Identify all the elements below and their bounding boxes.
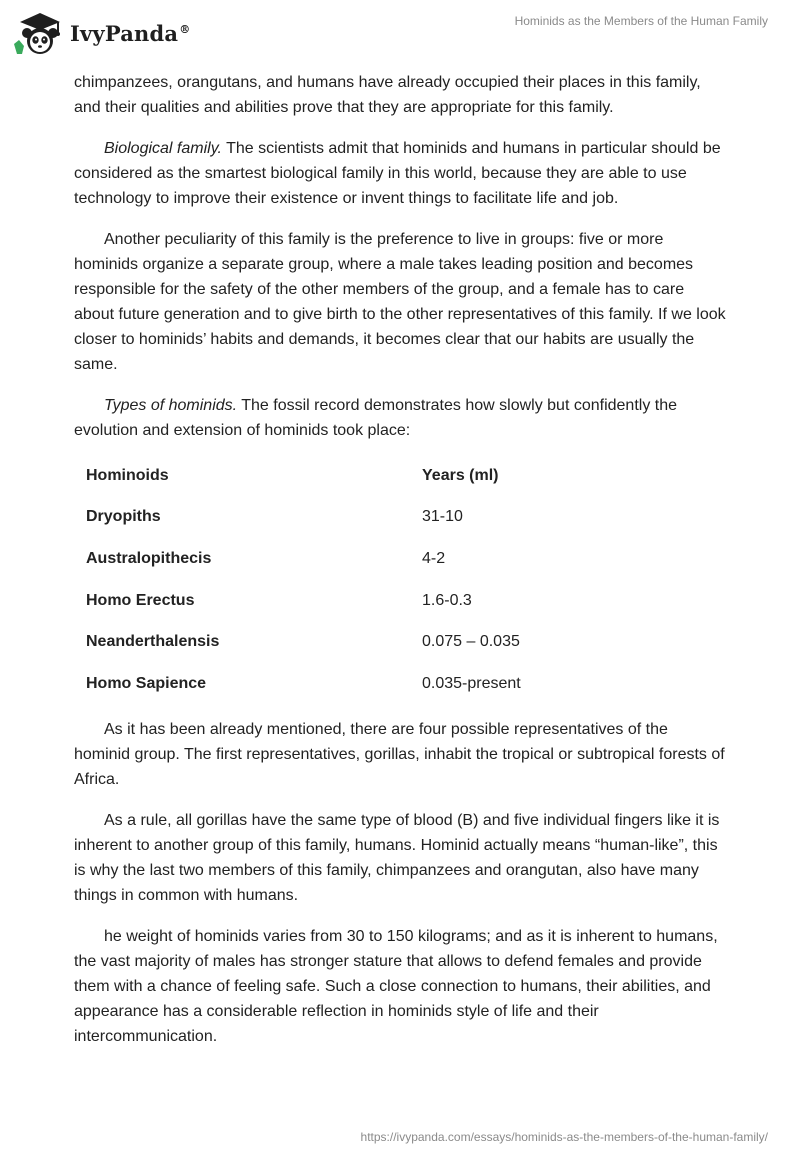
paragraph-2-text: The scientists admit that hominids and humans in particular should be considered as the smartest biological family in this world, because they are able to use technology to improve their existence or invent things to facilitate life and job. xyxy=(74,140,721,207)
hominids-table xyxy=(74,455,728,705)
table-cell-years: 31-10 xyxy=(422,508,463,526)
paragraph-4 xyxy=(74,393,728,443)
table-cell-hominoid: Homo Erectus xyxy=(86,591,195,609)
paragraph-6: As a rule, all gorillas have the same type of blood (B) and five individual fingers like it is inherent to another group of this family, humans. Hominid actually means “human-like”, this is why the last two members of this family, chimpanzees and orangutan, also have many things in common with humans. xyxy=(74,811,720,904)
page-header xyxy=(0,0,800,64)
panda-graduate-icon xyxy=(14,10,64,56)
table-row xyxy=(74,497,728,539)
paragraph-3: Another peculiarity of this family is the preference to live in groups: five or more hominids organize a separate group, where a male takes leading position and becomes responsible for the safety of the other members of the group, and a female has to care about future generation and to give birth to the other representatives of this family. If we look closer to hominids’ habits and demands, it becomes clear that our habits are usually the same. xyxy=(74,231,726,373)
table-cell-years: 0.035-present xyxy=(422,674,521,692)
paragraph-2-lead: Biological family. xyxy=(104,140,222,157)
document-title: Hominids as the Members of the Human Family xyxy=(514,14,768,28)
paragraph-4-text: The fossil record demonstrates how slowly but confidently the evolution and extension of hominids took place: xyxy=(74,397,678,439)
table-header-cell: Years (ml) xyxy=(422,466,499,484)
paragraph-4-lead: Types of hominids. xyxy=(104,397,238,414)
table-cell-years: 0.075 – 0.035 xyxy=(422,633,520,651)
brand-name: IvyPanda® xyxy=(70,20,191,46)
source-url[interactable]: https://ivypanda.com/essays/hominids-as-the-members-of-the-human-family/ xyxy=(360,1130,768,1144)
essay-content xyxy=(74,70,728,1049)
ivypanda-logo[interactable] xyxy=(14,10,190,56)
table-cell-years: 1.6-0.3 xyxy=(422,591,472,609)
paragraph-1: chimpanzees, orangutans, and humans have already occupied their places in this family, and their qualities and abilities prove that they are appropriate for this family. xyxy=(74,74,701,116)
registered-mark: ® xyxy=(179,22,191,36)
paragraph-5: As it has been already mentioned, there are four possible representatives of the hominid group. The first representatives, gorillas, inhabit the tropical or subtropical forests of Africa. xyxy=(74,720,725,788)
table-cell-hominoid: Dryopiths xyxy=(86,508,161,526)
table-row xyxy=(74,580,728,622)
paragraph-2 xyxy=(74,136,728,211)
table-cell-years: 4-2 xyxy=(422,549,446,567)
table-cell-hominoid: Homo Sapience xyxy=(86,674,207,692)
table-row xyxy=(74,663,728,705)
table-row xyxy=(74,538,728,580)
table-header-cell: Hominoids xyxy=(86,466,169,484)
paragraph-7: he weight of hominids varies from 30 to 150 kilograms; and as it is inherent to humans, the vast majority of males has stronger stature that allows to defend females and provide them with a chance of feeling safe. Such a close connection to humans, their abilities, and appearance has a considerable reflection in hominids style of life and their intercommunication. xyxy=(74,927,718,1045)
table-row xyxy=(74,621,728,663)
table-header-row xyxy=(74,455,728,497)
table-cell-hominoid: Neanderthalensis xyxy=(86,633,220,651)
table-cell-hominoid: Australopithecis xyxy=(86,549,212,567)
